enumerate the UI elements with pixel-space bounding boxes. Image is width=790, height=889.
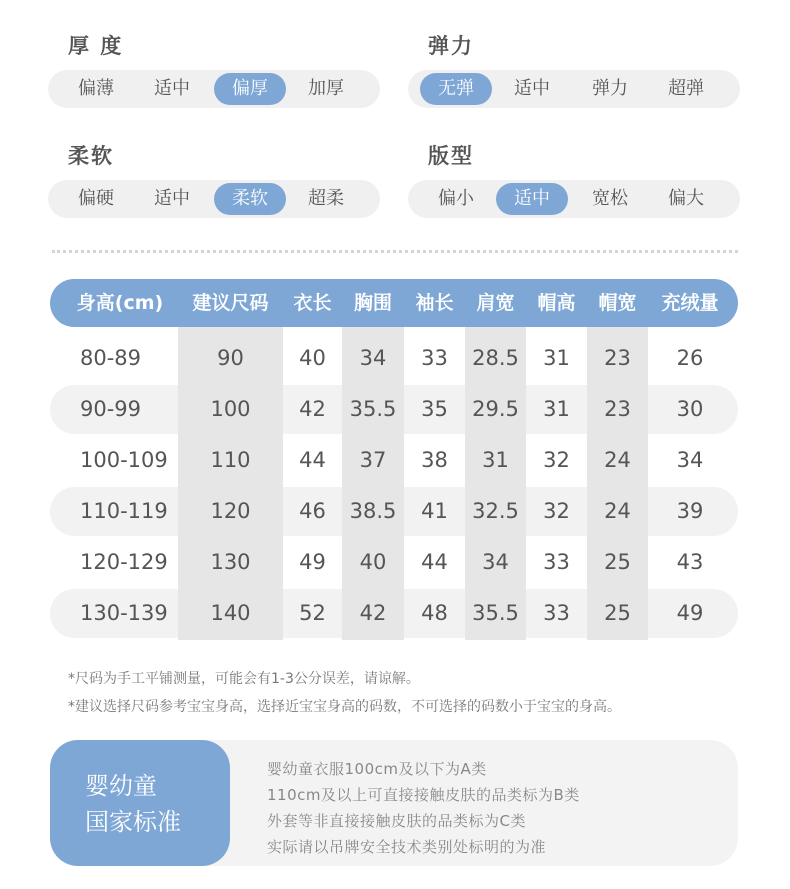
table-cell: 25: [604, 601, 631, 625]
table-cell: 30: [676, 397, 704, 421]
attribute-title: 版型: [428, 144, 474, 168]
dotted-divider: [52, 250, 738, 253]
table-cell: 120: [210, 499, 251, 523]
table-cell: 120-129: [80, 550, 168, 574]
option-shizhong[interactable]: 适中: [154, 188, 190, 209]
option-rouruan-selected[interactable]: 柔软: [214, 183, 286, 215]
standard-badge-line1: 婴幼童: [85, 772, 157, 800]
header-hood-width: 帽宽: [598, 292, 637, 314]
table-cell: 29.5: [472, 397, 519, 421]
option-pianying[interactable]: 偏硬: [78, 188, 114, 209]
table-cell: 49: [299, 550, 326, 574]
table-cell: 33: [421, 346, 448, 370]
table-cell: 31: [543, 346, 570, 370]
standard-badge: [50, 740, 230, 866]
table-cell: 40: [299, 346, 326, 370]
table-header: [50, 279, 738, 327]
option-chaodan[interactable]: 超弹: [668, 78, 704, 99]
option-pianbao[interactable]: 偏薄: [78, 78, 114, 99]
table-cell: 80-89: [80, 346, 142, 370]
table-cell: 44: [299, 448, 326, 472]
option-tanli[interactable]: 弹力: [592, 78, 628, 99]
header-fill-weight: 充绒量: [661, 292, 719, 314]
pill-track: [408, 70, 740, 108]
table-cell: 41: [421, 499, 448, 523]
standard-line: 110cm及以上可直接接触皮肤的品类标为B类: [267, 786, 580, 804]
table-cell: 35: [421, 397, 448, 421]
table-cell: 28.5: [472, 346, 519, 370]
table-cell: 39: [676, 499, 704, 523]
header-size: 建议尺码: [192, 292, 269, 314]
standard-line: 婴幼童衣服100cm及以下为A类: [267, 760, 487, 778]
table-cell: 110: [210, 448, 251, 472]
table-cell: 34: [359, 346, 387, 370]
option-shizhong-selected[interactable]: 适中: [496, 183, 568, 215]
table-cell: 34: [482, 550, 509, 574]
pill-track: [48, 180, 380, 218]
header-chest: 胸围: [353, 292, 392, 314]
pill-track: [408, 180, 740, 218]
table-cell: 35.5: [472, 601, 519, 625]
table-cell: 38: [421, 448, 448, 472]
table-cell: 49: [676, 601, 704, 625]
table-cell: 100: [210, 397, 251, 421]
table-cell: 26: [676, 346, 704, 370]
table-cell: 43: [676, 550, 704, 574]
header-height: 身高(cm): [76, 292, 164, 314]
table-cell: 23: [604, 346, 631, 370]
attribute-title: 厚 度: [68, 34, 124, 58]
table-cell: 90-99: [80, 397, 142, 421]
table-cell: 37: [359, 448, 387, 472]
table-cell: 23: [604, 397, 631, 421]
option-pianxiao[interactable]: 偏小: [438, 188, 474, 209]
standard-line: 外套等非直接接触皮肤的品类标为C类: [267, 812, 526, 830]
option-shizhong[interactable]: 适中: [154, 78, 190, 99]
table-cell: 42: [299, 397, 326, 421]
standard-badge-line2: 国家标准: [85, 808, 181, 836]
header-sleeve: 袖长: [415, 292, 454, 314]
table-cell: 46: [299, 499, 326, 523]
table-cell: 31: [543, 397, 570, 421]
note-size-advice: *建议选择尺码参考宝宝身高，选择近宝宝身高的码数，不可选择的码数小于宝宝的身高。: [68, 699, 621, 715]
header-shoulder: 肩宽: [476, 292, 515, 314]
table-cell: 100-109: [80, 448, 168, 472]
table-cell: 38.5: [349, 499, 397, 523]
note-measurement: *尺码为手工平铺测量，可能会有1-3公分误差，请谅解。: [68, 671, 420, 687]
table-cell: 31: [482, 448, 509, 472]
table-cell: 40: [359, 550, 387, 574]
table-cell: 32: [543, 499, 570, 523]
option-shizhong[interactable]: 适中: [514, 78, 550, 99]
table-cell: 35.5: [349, 397, 397, 421]
option-jiahou[interactable]: 加厚: [308, 78, 344, 99]
header-length: 衣长: [293, 292, 332, 314]
table-cell: 34: [676, 448, 704, 472]
table-cell: 32: [543, 448, 570, 472]
option-wudan-selected[interactable]: 无弹: [420, 73, 492, 105]
table-cell: 32.5: [472, 499, 519, 523]
table-cell: 24: [604, 448, 631, 472]
table-cell: 140: [210, 601, 251, 625]
table-cell: 110-119: [80, 499, 168, 523]
standard-line: 实际请以吊牌安全技术类别处标明的为准: [267, 838, 547, 856]
option-piangda[interactable]: 偏大: [668, 188, 704, 209]
table-cell: 33: [543, 550, 570, 574]
pill-track: [48, 70, 380, 108]
option-kuansong[interactable]: 宽松: [592, 188, 628, 209]
table-cell: 33: [543, 601, 570, 625]
attribute-title: 柔软: [68, 144, 114, 168]
table-cell: 130: [210, 550, 251, 574]
table-cell: 42: [359, 601, 387, 625]
table-cell: 25: [604, 550, 631, 574]
table-cell: 90: [217, 346, 244, 370]
table-cell: 52: [299, 601, 326, 625]
table-cell: 44: [421, 550, 448, 574]
option-pianhou-selected[interactable]: 偏厚: [214, 73, 286, 105]
attribute-title: 弹力: [428, 34, 474, 58]
header-hood-height: 帽高: [537, 292, 576, 314]
table-cell: 24: [604, 499, 631, 523]
option-chaorou[interactable]: 超柔: [308, 188, 344, 209]
table-cell: 48: [421, 601, 448, 625]
table-cell: 130-139: [80, 601, 168, 625]
